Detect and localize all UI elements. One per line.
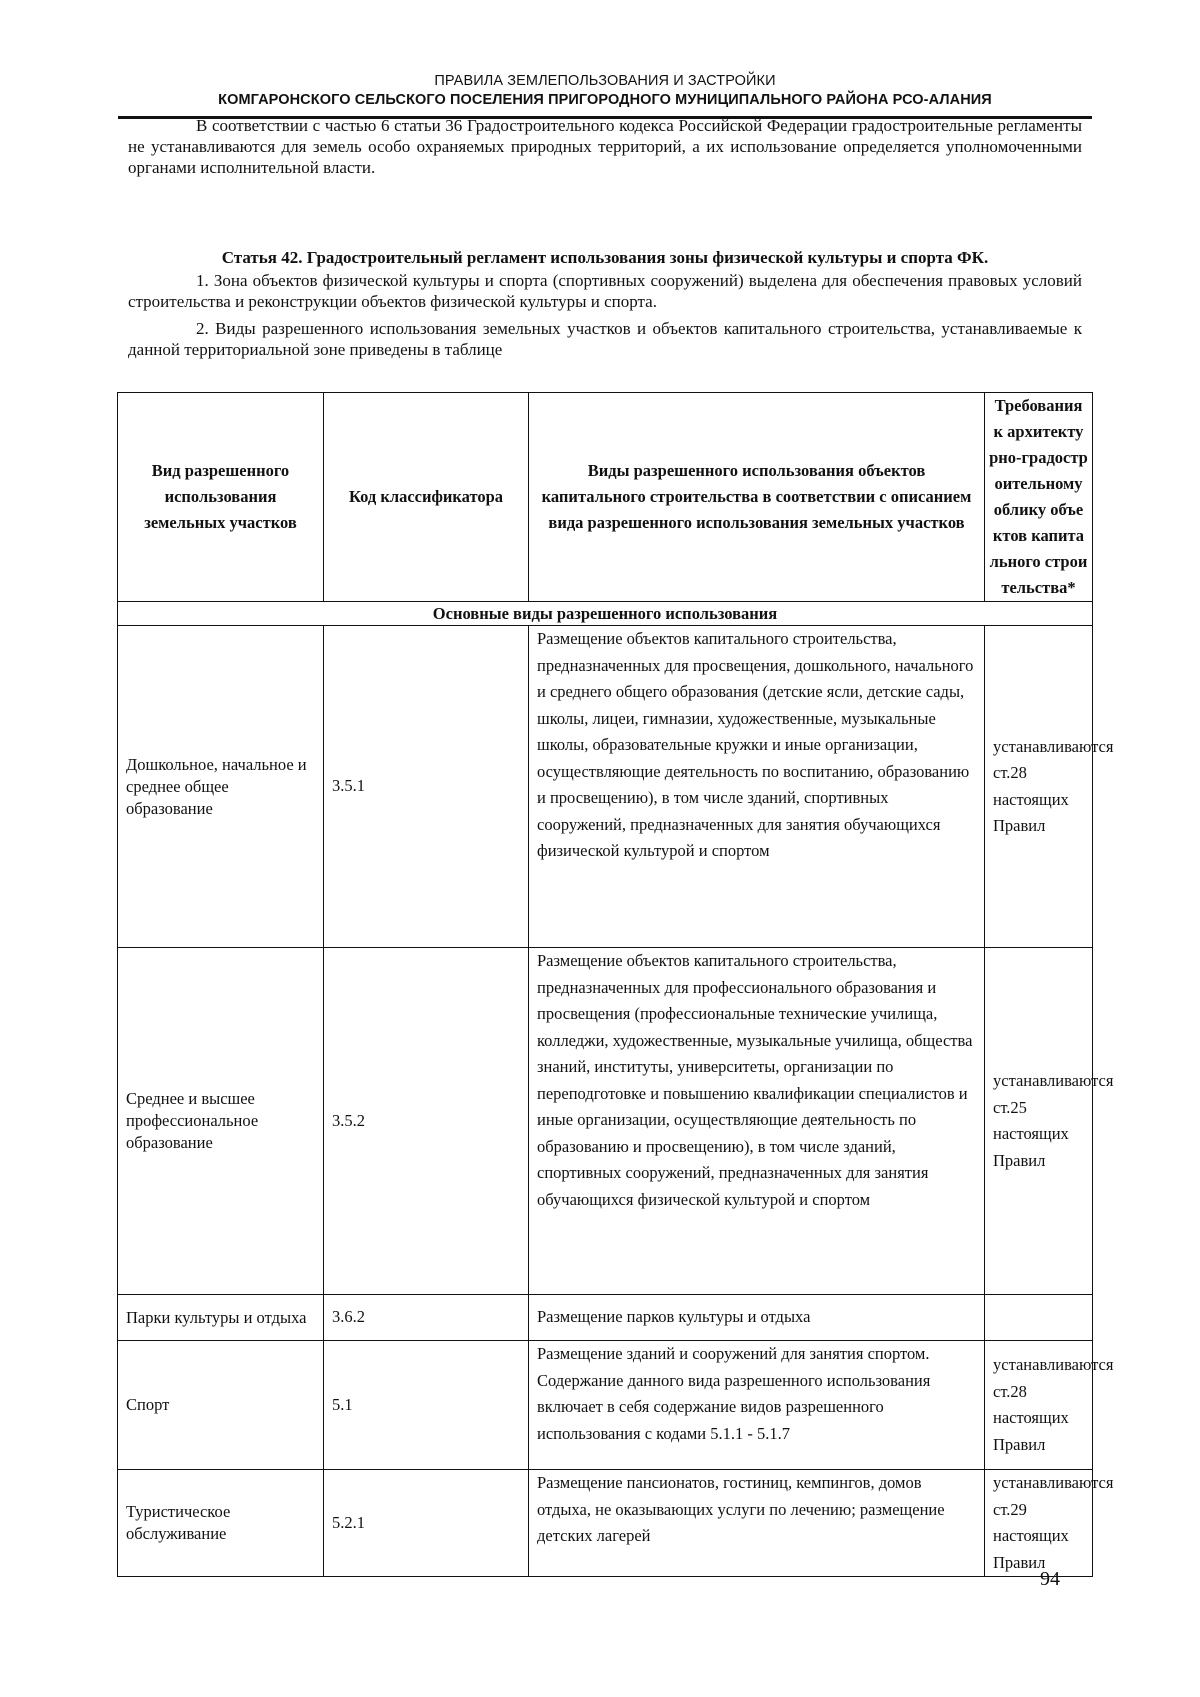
header-construction-use: Виды разрешенного использования объектов капитального строительства в соответствии с описанием вида разрешенного использования земельных участков	[529, 393, 985, 602]
page-number: 94	[1040, 1568, 1060, 1590]
article-point-2: 2. Виды разрешенного использования земельных участков и объектов капитального строительства, устанавливаемые к данной территориальной зоне приведены в таблице	[128, 319, 1082, 359]
use-description: Размещение объектов капитального строительства, предназначенных для профессионального образования и просвещения (профессиональные технические училища, колледжи, художественные, музыкальные училища, общества знаний, институты, университеты, организации по переподготовке и повышению квалификации специалистов и иные организации, осуществляющие деятельность по образованию и просвещению), в том числе зданий, спортивных сооружений, предназначенных для занятия обучающихся физической культурой и спортом	[529, 948, 985, 1295]
article-title: Статья 42. Градостроительный регламент использования зоны физической культуры и спорта ФК.	[221, 248, 989, 267]
table-row	[118, 948, 1093, 1295]
classifier-code: 5.2.1	[324, 1470, 529, 1577]
use-description: Размещение парков культуры и отдыха	[529, 1295, 985, 1341]
intro-paragraph: В соответствии с частью 6 статьи 36 Градостроительного кодекса Российской Федерации градостроительные регламенты не устанавливаются для земель особо охраняемых природных территорий, а их использование определяется уполномоченными органами исполнительной власти.	[128, 116, 1082, 177]
table-row	[118, 1470, 1093, 1577]
table-row	[118, 1341, 1093, 1470]
land-use-name: Туристическое обслуживание	[118, 1470, 324, 1577]
article-point-1: 1. Зона объектов физической культуры и спорта (спортивных сооружений) выделена для обеспечения правовых условий строительства и реконструкции объектов физической культуры и спорта.	[128, 271, 1082, 311]
header-classifier-code: Код классификатора	[324, 393, 529, 602]
use-description: Размещение зданий и сооружений для занятия спортом. Содержание данного вида разрешенного использования включает в себя содержание видов разрешенного использования с кодами 5.1.1 - 5.1.7	[529, 1341, 985, 1470]
requirements: устанавливаются ст.28 настоящих Правил	[985, 1341, 1093, 1470]
table-header-row	[118, 393, 1093, 602]
header-requirements: Требования к архитектурно-градостроительному облику объектов капитального строительства*	[985, 393, 1093, 602]
header-line-2: КОМГАРОНСКОГО СЕЛЬСКОГО ПОСЕЛЕНИЯ ПРИГОРОДНОГО МУНИЦИПАЛЬНОГО РАЙОНА РСО-АЛАНИЯ	[218, 92, 992, 108]
header-line-1: ПРАВИЛА ЗЕМЛЕПОЛЬЗОВАНИЯ И ЗАСТРОЙКИ	[434, 73, 776, 89]
use-description: Размещение пансионатов, гостиниц, кемпингов, домов отдыха, не оказывающих услуги по лечению; размещение детских лагерей	[529, 1470, 985, 1577]
requirements	[985, 1295, 1093, 1341]
requirements: устанавливаются ст.29 настоящих Правил	[985, 1470, 1093, 1577]
section-title: Основные виды разрешенного использования	[118, 602, 1093, 626]
use-description: Размещение объектов капитального строительства, предназначенных для просвещения, дошкольного, начального и среднего общего образования (детские ясли, детские сады, школы, лицеи, гимназии, художественные, музыкальные школы, образовательные кружки и иные организации, осуществляющие деятельность по воспитанию, образованию и просвещению), в том числе зданий, спортивных сооружений, предназначенных для занятия обучающихся физической культурой и спортом	[529, 626, 985, 948]
classifier-code: 3.5.2	[324, 948, 529, 1295]
classifier-code: 3.6.2	[324, 1295, 529, 1341]
page-header	[118, 72, 1092, 110]
land-use-name: Среднее и высшее профессиональное образование	[118, 948, 324, 1295]
classifier-code: 3.5.1	[324, 626, 529, 948]
requirements: устанавливаются ст.25 настоящих Правил	[985, 948, 1093, 1295]
land-use-name: Дошкольное, начальное и среднее общее образование	[118, 626, 324, 948]
table-row	[118, 1295, 1093, 1341]
header-land-use: Вид разрешенного использования земельных участков	[118, 393, 324, 602]
table-row	[118, 626, 1093, 948]
land-use-name: Спорт	[118, 1341, 324, 1470]
requirements: устанавливаются ст.28 настоящих Правил	[985, 626, 1093, 948]
section-row	[118, 602, 1093, 626]
classifier-code: 5.1	[324, 1341, 529, 1470]
regulation-table	[117, 392, 1114, 1577]
land-use-name: Парки культуры и отдыха	[118, 1295, 324, 1341]
